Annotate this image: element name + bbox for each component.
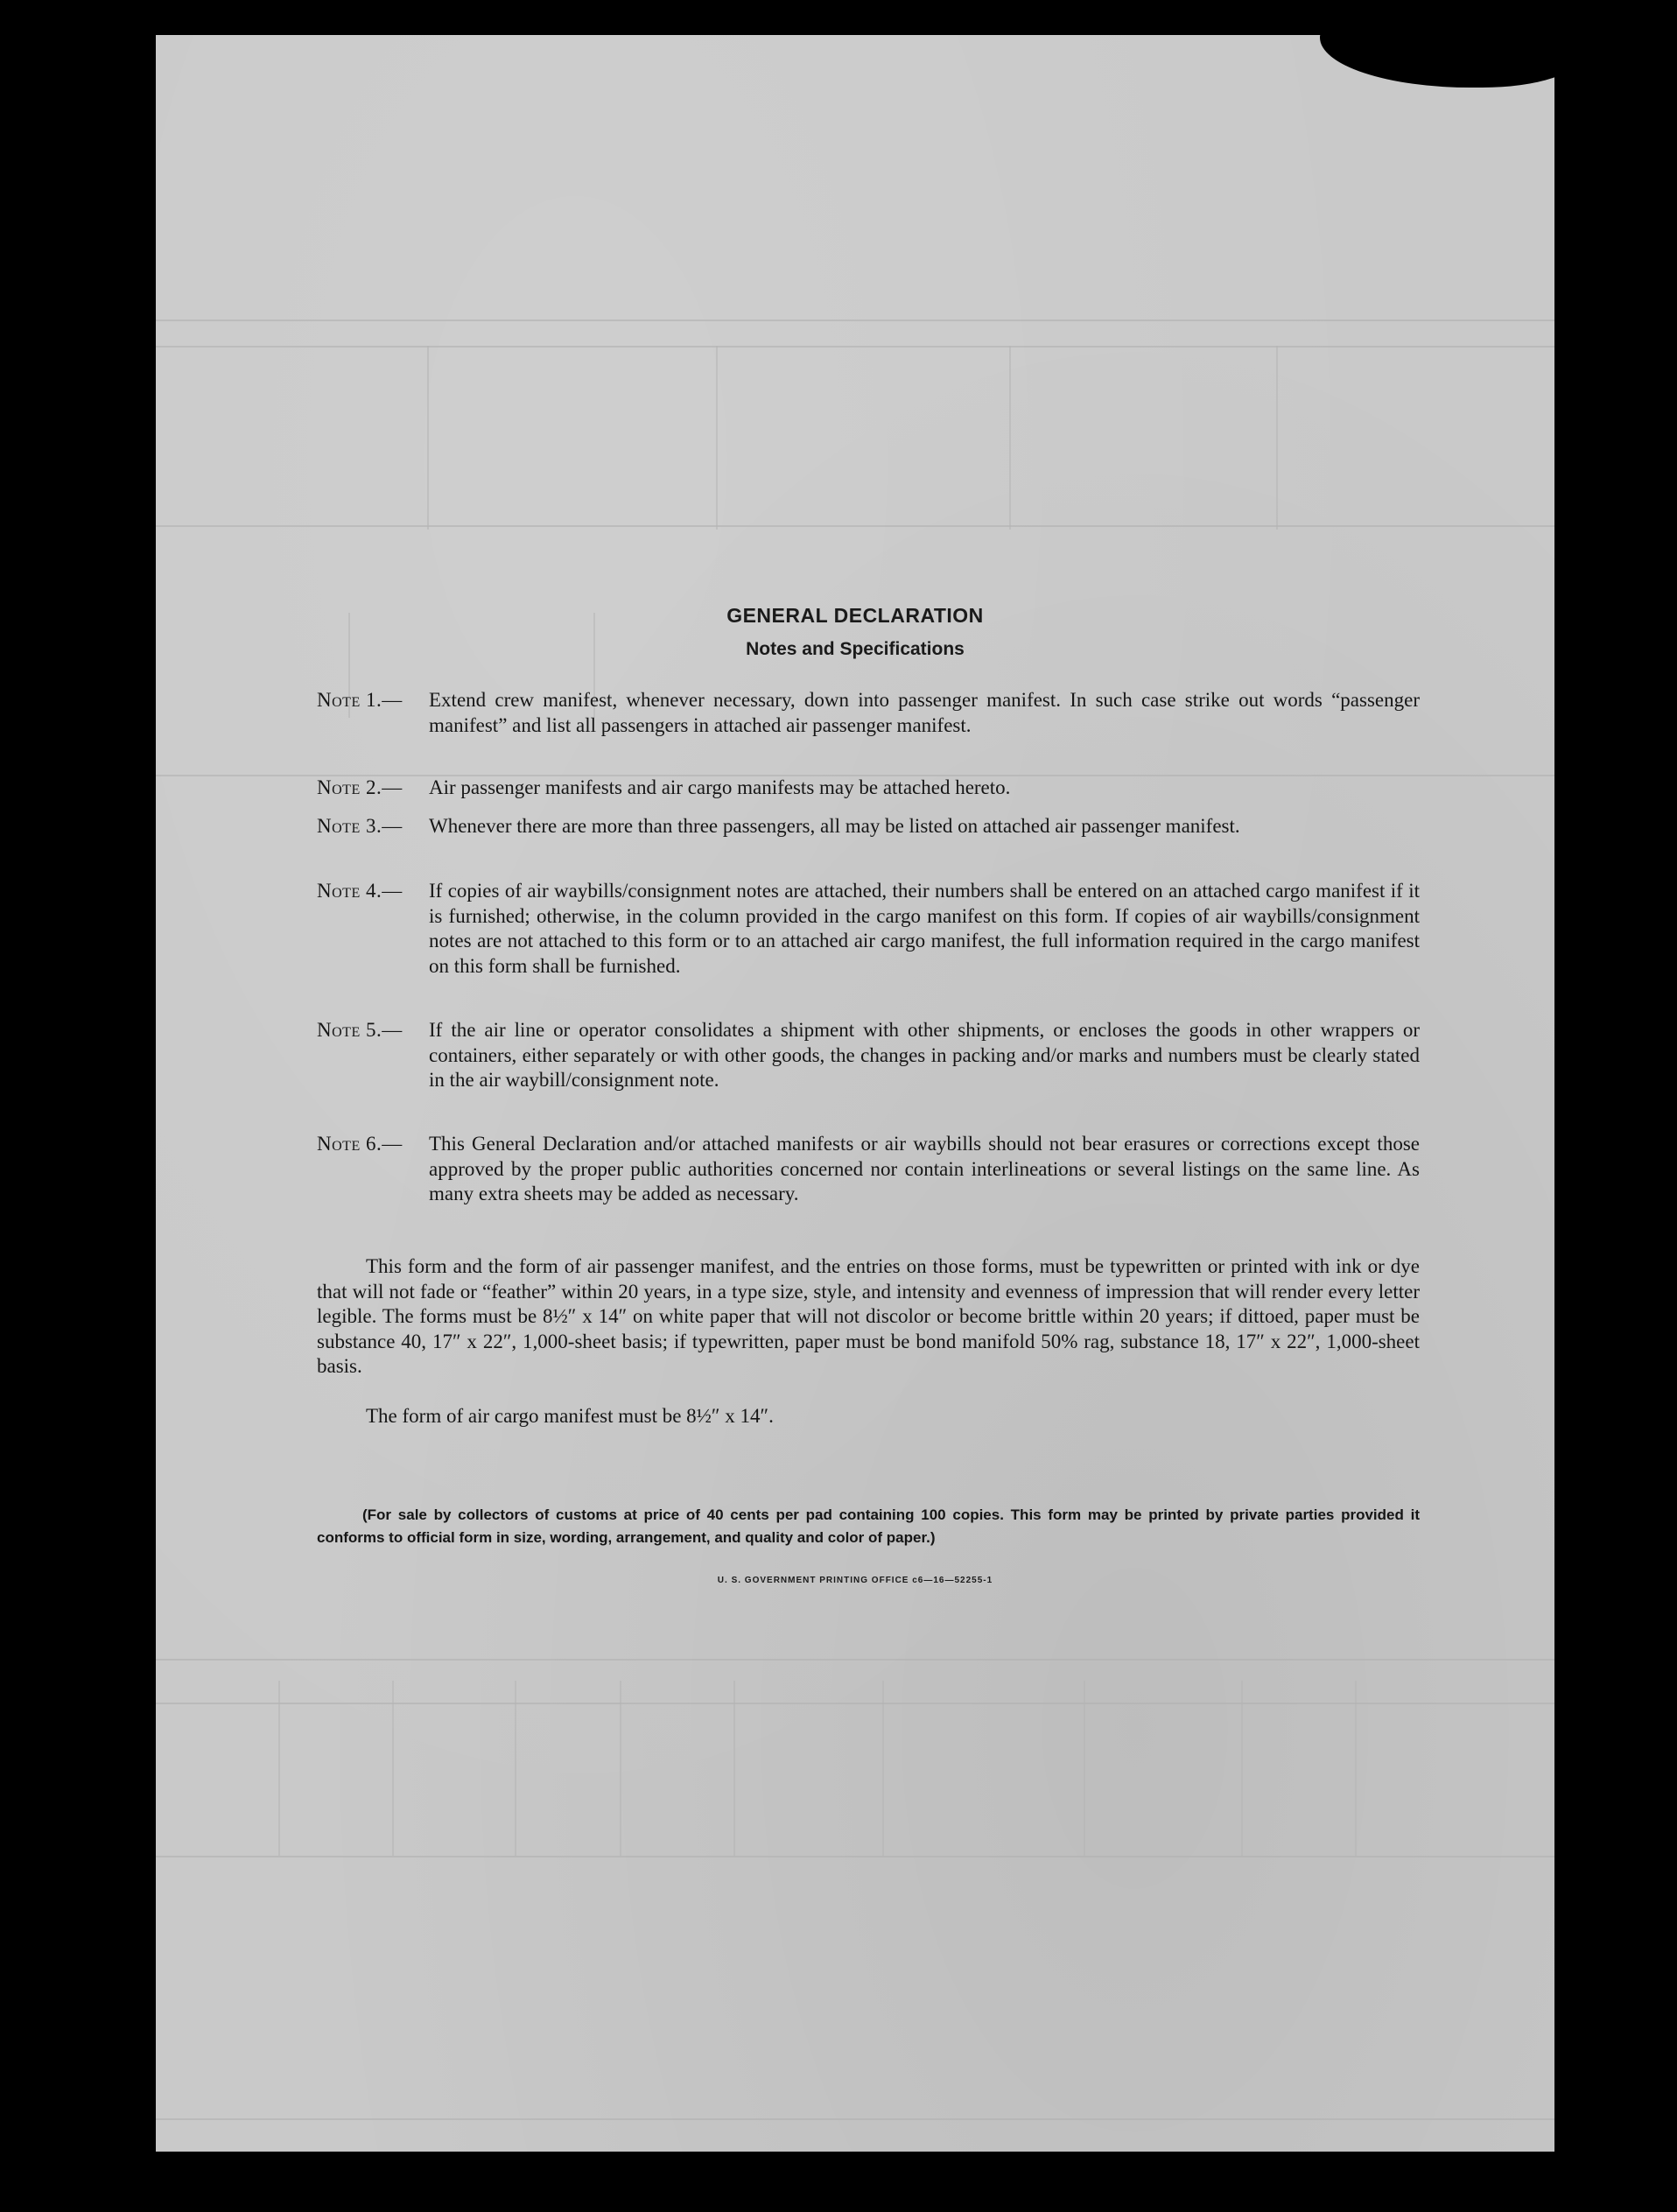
note-1 — [317, 688, 1420, 738]
note-label: Note 4.— — [317, 880, 403, 902]
bleed-rule — [716, 346, 718, 530]
bleed-rule — [733, 1681, 735, 1856]
bleed-rule — [156, 525, 1554, 527]
bleed-rule — [392, 1681, 394, 1856]
bleed-rule — [1241, 1681, 1243, 1856]
bleed-rule — [427, 346, 429, 530]
bleed-rule — [156, 1659, 1554, 1661]
bleed-rule — [1009, 346, 1011, 530]
note-text: If copies of air waybills/consignment notes are attached, their numbers shall be entered on an attached cargo manifest if it is furnished; otherwise, in the column provided in the cargo manifest on this form. If copies of air waybills/consignment notes are not attached to this form or to an attached air cargo manifest, the full information required in the cargo manifest on this form shall be furnished. — [429, 880, 1420, 977]
note-label: Note 2.— — [317, 776, 403, 798]
bleed-rule — [620, 1681, 621, 1856]
bleed-rule — [156, 1856, 1554, 1857]
bleed-rule — [278, 1681, 280, 1856]
torn-corner — [1320, 0, 1582, 88]
bleed-rule — [515, 1681, 516, 1856]
form-requirements-paragraph: This form and the form of air passenger manifest, and the entries on those forms, must be typewritten or printed with ink or dye that will not fade or “feather” within 20 years, in a type size, style, and intensity and evenness of impression that will render every letter legible. The forms must be 8½″ x 14″ on white paper that will not discolor or become brittle within 20 years; if dittoed, paper must be substance 40, 17″ x 22″, 1,000-sheet basis; if typewritten, paper must be bond manifold 50% rag, substance 18, 17″ x 22″, 1,000-sheet basis. — [317, 1255, 1420, 1377]
sale-notice: (For sale by collectors of customs at price of 40 cents per pad containing 100 copies. This form may be printed by private parties provided it conforms to official form in size, wording, arrangement, and quality and color of paper.) — [317, 1506, 1420, 1546]
bleed-rule — [882, 1681, 884, 1856]
bleed-rule — [156, 2118, 1554, 2120]
note-6 — [317, 1132, 1420, 1207]
bleed-rule — [1084, 1681, 1085, 1856]
page-title: GENERAL DECLARATION — [726, 604, 984, 627]
note-3 — [317, 814, 1420, 839]
note-label: Note 1.— — [317, 689, 403, 711]
bleed-rule — [156, 320, 1554, 321]
note-text: If the air line or operator consolidates a shipment with other shipments, or encloses the goods in other wrappers or containers, either separately or with other goods, the changes in packing and/or marks and numbers must be clearly stated in the air waybill/consignment note. — [429, 1019, 1420, 1091]
bleed-rule — [156, 1703, 1554, 1704]
note-label: Note 6.— — [317, 1133, 403, 1155]
note-text: This General Declaration and/or attached manifests or air waybills should not bear erasures or corrections except those approved by the proper public authorities concerned nor contain interlineations or several listings on the same line. As many extra sheets may be added as necessary. — [429, 1133, 1420, 1204]
note-label: Note 5.— — [317, 1019, 403, 1041]
note-label: Note 3.— — [317, 815, 403, 837]
page-subtitle: Notes and Specifications — [746, 639, 965, 659]
note-2 — [317, 776, 1420, 801]
note-5 — [317, 1018, 1420, 1093]
document-page — [156, 35, 1554, 2152]
printer-imprint: U. S. GOVERNMENT PRINTING OFFICE c6—16—52255-1 — [717, 1576, 993, 1585]
note-text: Air passenger manifests and air cargo manifests may be attached hereto. — [429, 776, 1011, 798]
note-text: Whenever there are more than three passengers, all may be listed on attached air passenger manifest. — [429, 815, 1240, 837]
bleed-rule — [156, 346, 1554, 348]
bleed-rule — [1355, 1681, 1357, 1856]
note-text: Extend crew manifest, whenever necessary, down into passenger manifest. In such case strike out words “passenger manifest” and list all passengers in attached air passenger manifest. — [429, 689, 1420, 736]
cargo-manifest-size-line: The form of air cargo manifest must be 8½″ x 14″. — [366, 1405, 774, 1427]
note-4 — [317, 879, 1420, 979]
bleed-rule — [1276, 346, 1278, 530]
